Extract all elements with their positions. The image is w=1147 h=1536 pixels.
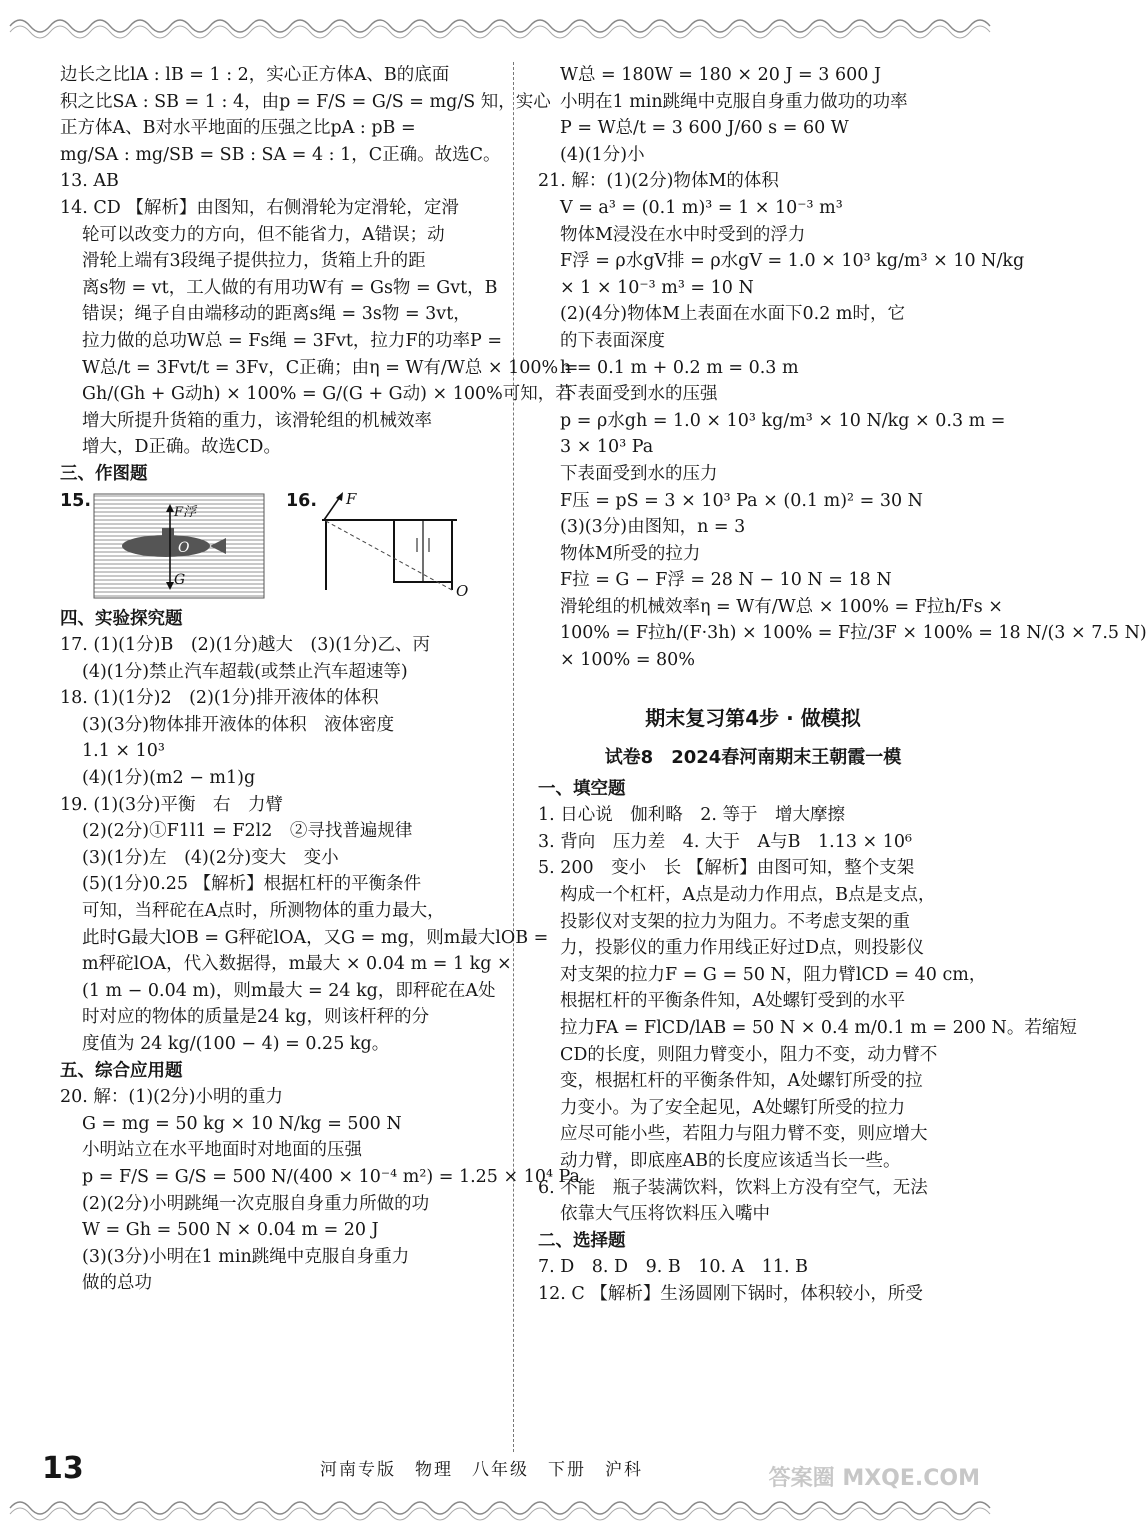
figure-15-label: 15. <box>60 490 92 511</box>
text-line: (4)(1分)(m2 − m1)g <box>82 768 256 789</box>
text-line: (4)(1分)禁止汽车超载(或禁止汽车超速等) <box>82 661 408 682</box>
footer-edition: 河南专版 物理 八年级 下册 沪科 <box>320 1460 643 1480</box>
answers-1-2: 1. 日心说 伽利略 2. 等于 增大摩擦 <box>538 805 846 826</box>
answer-21: 21. 解：(1)(2分)物体M的体积 <box>538 171 779 192</box>
text-line: Gh/(Gh + G动h) × 100% = G/(G + G动) × 100%可知，若 <box>82 384 573 405</box>
text-line: 离s物 = vt，工人做的有用功W有 = Gs物 = Gvt，B <box>82 277 498 298</box>
text-line: 轮可以改变力的方向，但不能省力，A错误；动 <box>82 224 445 245</box>
text-line: F拉 = G − F浮 = 28 N − 10 N = 18 N <box>560 570 892 591</box>
answer-19: 19. (1)(3分)平衡 右 力臂 <box>60 794 283 815</box>
answer-13: 13. AB <box>60 171 119 192</box>
text-line: 100% = F拉h/(F·3h) × 100% = F拉/3F × 100% = 18 N/(3 × 7.5 N) <box>560 623 1147 644</box>
text-line: CD的长度，则阻力臂变小，阻力不变，动力臂不 <box>560 1044 938 1065</box>
text-line: 根据杠杆的平衡条件知，A处螺钉受到的水平 <box>560 991 906 1012</box>
section-heading: 四、实验探究题 <box>60 608 183 629</box>
text-line: G = mg = 50 kg × 10 N/kg = 500 N <box>82 1113 402 1134</box>
figure-16-label: 16. <box>286 490 318 511</box>
text-line: 力变小。为了安全起见，A处螺钉所受的拉力 <box>560 1097 906 1118</box>
text-line: 边长之比lA : lB = 1 : 2，实心正方体A、B的底面 <box>60 65 450 85</box>
text-line: 动力臂，即底座AB的长度应该适当长一些。 <box>560 1150 901 1171</box>
left-column <box>60 62 580 1297</box>
text-line: 小明站立在水平地面时对地面的压强 <box>82 1140 362 1161</box>
text-line: (4)(1分)小 <box>560 144 645 165</box>
text-line: × 100% = 80% <box>560 650 695 671</box>
section-heading: 一、填空题 <box>538 778 626 799</box>
answers-7-11: 7. D 8. D 9. B 10. A 11. B <box>538 1257 808 1278</box>
text-line: 小明在1 min跳绳中克服自身重力做功的功率 <box>560 91 908 112</box>
answer-20: 20. 解：(1)(2分)小明的重力 <box>60 1087 283 1108</box>
figure-15-submarine <box>94 494 264 598</box>
figure-16-table-lever <box>312 490 472 600</box>
text-line: 物体M所受的拉力 <box>560 543 701 564</box>
answers-3-4: 3. 背向 压力差 4. 大于 A与B 1.13 × 10⁶ <box>538 831 913 852</box>
text-line: 可知，当秤砣在A点时，所测物体的重力最大， <box>82 901 445 922</box>
text-line: 的下表面深度 <box>560 330 665 351</box>
column-divider <box>513 62 514 1452</box>
text-line: 积之比SA : SB = 1 : 4，由p = F/S = G/S = mg/S 知，实心 <box>60 91 551 112</box>
text-line: mg/SA : mg/SB = SB : SA = 4 : 1，C正确。故选C。 <box>60 144 501 165</box>
answer-14: 14. CD 【解析】由图知，右侧滑轮为定滑轮，定滑 <box>60 197 459 218</box>
text-line: × 1 × 10⁻³ m³ = 10 N <box>560 277 754 298</box>
text-line: 增大所提升货箱的重力，该滑轮组的机械效率 <box>82 410 432 431</box>
answer-12: 12. C 【解析】生汤圆刚下锅时，体积较小，所受 <box>538 1283 923 1304</box>
text-line: 物体M浸没在水中时受到的浮力 <box>560 224 806 245</box>
text-line: W总 = 180W = 180 × 20 J = 3 600 J <box>560 65 881 85</box>
decorative-bottom-border <box>10 1496 1000 1536</box>
text-line: 滑轮组的机械效率η = W有/W总 × 100% = F拉h/Fs × <box>560 596 1003 617</box>
answer-6: 6. 不能 瓶子装满饮料，饮料上方没有空气，无法 <box>538 1177 928 1198</box>
text-line: P = W总/t = 3 600 J/60 s = 60 W <box>560 118 849 139</box>
text-line: 构成一个杠杆，A点是动力作用点，B点是支点， <box>560 885 936 906</box>
label-pivot: O <box>456 581 469 600</box>
decorative-top-border <box>10 0 1000 40</box>
text-line: h = 0.1 m + 0.2 m = 0.3 m <box>560 357 799 378</box>
text-line: 此时G最大lOB = G秤砣lOA，又G = mg，则m最大lOB = <box>82 927 549 948</box>
text-line: 变，根据杠杆的平衡条件知，A处螺钉所受的拉 <box>560 1071 923 1092</box>
text-line: F浮 = ρ水gV排 = ρ水gV = 1.0 × 10³ kg/m³ × 10 N/kg <box>560 251 1025 272</box>
answer-17: 17. (1)(1分)B (2)(1分)越大 (3)(1分)乙、丙 <box>60 635 430 656</box>
text-line: p = ρ水gh = 1.0 × 10³ kg/m³ × 10 N/kg × 0.3 m = <box>560 410 1006 431</box>
text-line: 下表面受到水的压力 <box>560 463 718 484</box>
text-line: 3 × 10³ Pa <box>560 437 654 458</box>
exam-title: 试卷8 2024春河南期末王朝霞一模 <box>604 746 902 768</box>
text-line: (3)(3分)物体排开液体的体积 液体密度 <box>82 714 395 735</box>
text-line: (2)(2分)①F1l1 = F2l2 ②寻找普遍规律 <box>82 821 413 842</box>
text-line: 下表面受到水的压强 <box>560 384 718 405</box>
text-line: 力，投影仪的重力作用线正好过D点，则投影仪 <box>560 938 925 959</box>
answer-5: 5. 200 变小 长 【解析】由图可知，整个支架 <box>538 858 915 879</box>
text-line: 1.1 × 10³ <box>82 741 165 762</box>
text-line: p = F/S = G/S = 500 N/(400 × 10⁻⁴ m²) = 1.25 × 10⁴ Pa <box>82 1166 580 1187</box>
text-line: 拉力做的总功W总 = Fs绳 = 3Fvt，拉力F的功率P = <box>82 330 503 351</box>
text-line: (3)(3分)由图知，n = 3 <box>560 517 746 538</box>
text-line: W = Gh = 500 N × 0.04 m = 20 J <box>82 1220 379 1241</box>
text-line: (2)(4分)物体M上表面在水面下0.2 m时，它 <box>560 304 905 325</box>
text-line: 依靠大气压将饮料压入嘴中 <box>560 1204 770 1225</box>
label-gravity: G <box>174 571 186 588</box>
text-line: V = a³ = (0.1 m)³ = 1 × 10⁻³ m³ <box>560 197 843 218</box>
watermark-logo: 答案圈 MXQE.COM <box>768 1466 980 1491</box>
text-line: (2)(2分)小明跳绳一次克服自身重力所做的功 <box>82 1193 430 1214</box>
right-column <box>538 62 1147 1308</box>
text-line: 时对应的物体的质量是24 kg，则该杆秤的分 <box>82 1007 430 1028</box>
text-line: (3)(3分)小明在1 min跳绳中克服自身重力 <box>82 1246 410 1267</box>
text-line: m秤砣lOA，代入数据得，m最大 × 0.04 m = 1 kg × <box>82 954 512 975</box>
text-line: W总/t = 3Fvt/t = 3Fv，C正确；由η = W有/W总 × 100% = <box>82 357 579 378</box>
section-heading: 三、作图题 <box>60 463 148 484</box>
drawing-figures <box>60 488 492 606</box>
section-heading: 二、选择题 <box>538 1230 626 1251</box>
label-force: F <box>346 489 357 508</box>
review-step-title: 期末复习第4步 · 做模拟 <box>645 705 861 730</box>
label-center: O <box>178 539 190 556</box>
section-heading: 五、综合应用题 <box>60 1060 183 1081</box>
text-line: 应尽可能小些，若阻力与阻力臂不变，则应增大 <box>560 1124 928 1145</box>
text-line: 错误；绳子自由端移动的距离s绳 = 3s物 = 3vt， <box>82 304 471 325</box>
answer-18: 18. (1)(1分)2 (2)(1分)排开液体的体积 <box>60 688 379 709</box>
text-line: 滑轮上端有3段绳子提供拉力，货箱上升的距 <box>82 251 426 272</box>
text-line: (5)(1分)0.25 【解析】根据杠杆的平衡条件 <box>82 874 422 895</box>
text-line: (1 m − 0.04 m)，则m最大 = 24 kg，即秤砣在A处 <box>82 980 496 1001</box>
label-buoyancy: F浮 <box>174 504 197 520</box>
text-line: 对支架的拉力F = G = 50 N，阻力臂lCD = 40 cm， <box>560 964 987 985</box>
text-line: (3)(1分)左 (4)(2分)变大 变小 <box>82 847 339 868</box>
text-line: 度值为 24 kg/(100 − 4) = 0.25 kg。 <box>82 1034 390 1054</box>
text-line: 增大，D正确。故选CD。 <box>82 437 281 458</box>
text-line: F压 = pS = 3 × 10³ Pa × (0.1 m)² = 30 N <box>560 490 923 511</box>
text-line: 正方体A、B对水平地面的压强之比pA : pB = <box>60 118 416 139</box>
page-number: 13 <box>42 1451 84 1486</box>
text-line: 做的总功 <box>82 1273 152 1294</box>
text-line: 拉力FA = FlCD/lAB = 50 N × 0.4 m/0.1 m = 200 N。若缩短 <box>560 1018 1077 1038</box>
text-line: 投影仪对支架的拉力为阻力。不考虑支架的重 <box>560 911 910 932</box>
